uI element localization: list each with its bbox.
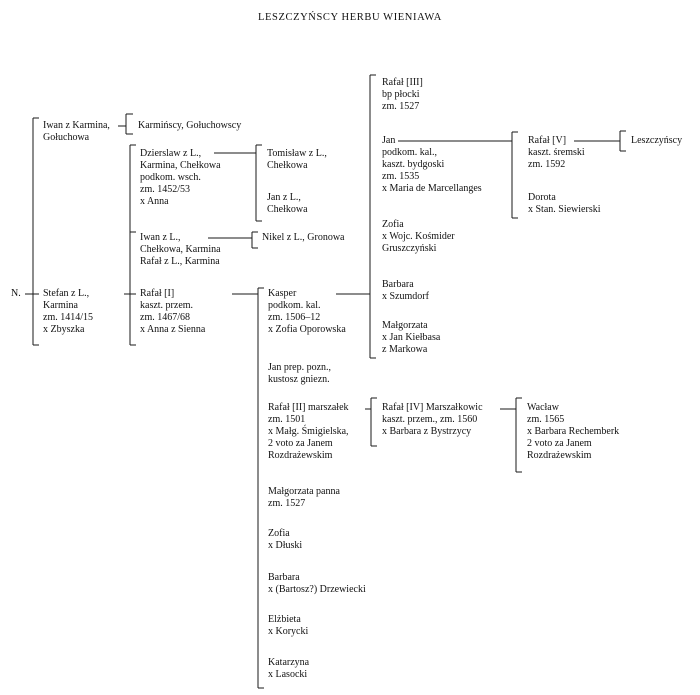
person-malgorzata-panna: Małgorzata panna zm. 1527 [268, 486, 340, 509]
page-title: LESZCZYŃSCY HERBU WIENIAWA [258, 12, 442, 23]
person-rafal-2: Rafał [II] marszałek zm. 1501 x Małg. Śmigielska, 2 voto za Janem Rozdrażewskim [268, 402, 349, 461]
person-jan-podkom: Jan podkom. kal., kaszt. bydgoski zm. 1535 x Maria de Marcellanges [382, 135, 482, 194]
person-kasper: Kasper podkom. kal. zm. 1506–12 x Zofia Oporowska [268, 288, 346, 335]
person-zofia-kosmider: Zofia x Wojc. Kośmider Gruszczyński [382, 219, 455, 254]
person-iwan-karmina: Iwan z Karmina, Gołuchowa [43, 120, 110, 143]
person-karminscy: Karmińscy, Gołuchowscy [138, 120, 242, 131]
person-katarzyna: Katarzyna x Lasocki [268, 657, 310, 680]
person-dzierslaw: Dzierslaw z L., Karmina, Chełkowa podkom. wsch. zm. 1452/53 x Anna [140, 148, 221, 207]
person-tomislaw: Tomisław z L., Chełkowa [267, 148, 327, 171]
person-iwan-chelkowa: Iwan z L., Chełkowa, Karmina Rafał z L., Karmina [140, 232, 221, 267]
person-zofia-dluski: Zofia x Dłuski [268, 528, 303, 551]
person-barbara-szumdorf: Barbara x Szumdorf [382, 279, 429, 302]
person-elzbieta: Elżbieta x Korycki [268, 614, 309, 637]
person-barbara-drzewiecki: Barbara x (Bartosz?) Drzewiecki [268, 572, 366, 595]
person-rafal-5: Rafał [V] kaszt. śremski zm. 1592 [528, 135, 585, 170]
person-rafal-3: Rafał [III] bp płocki zm. 1527 [382, 77, 423, 112]
person-malgorzata-kielbasa: Małgorzata x Jan Kiełbasa z Markowa [382, 320, 441, 355]
person-root: N. [11, 288, 21, 299]
person-dorota: Dorota x Stan. Siewierski [528, 192, 601, 215]
person-rafal-4: Rafał [IV] Marszałkowic kaszt. przem., zm. 1560 x Barbara z Bystrzycy [382, 402, 483, 437]
person-waclaw: Wacław zm. 1565 x Barbara Rechemberk 2 voto za Janem Rozdrażewskim [527, 402, 620, 461]
person-leszczynscy: Leszczyńscy [631, 135, 683, 146]
person-jan-chelkowa: Jan z L., Chełkowa [267, 192, 308, 215]
person-stefan: Stefan z L., Karmina zm. 1414/15 x Zbyszka [43, 288, 93, 335]
person-jan-prep: Jan prep. pozn., kustosz gniezn. [268, 362, 332, 385]
person-rafal-1: Rafał [I] kaszt. przem. zm. 1467/68 x Anna z Sienna [140, 288, 206, 335]
person-nikel: Nikel z L., Gronowa [262, 232, 345, 243]
